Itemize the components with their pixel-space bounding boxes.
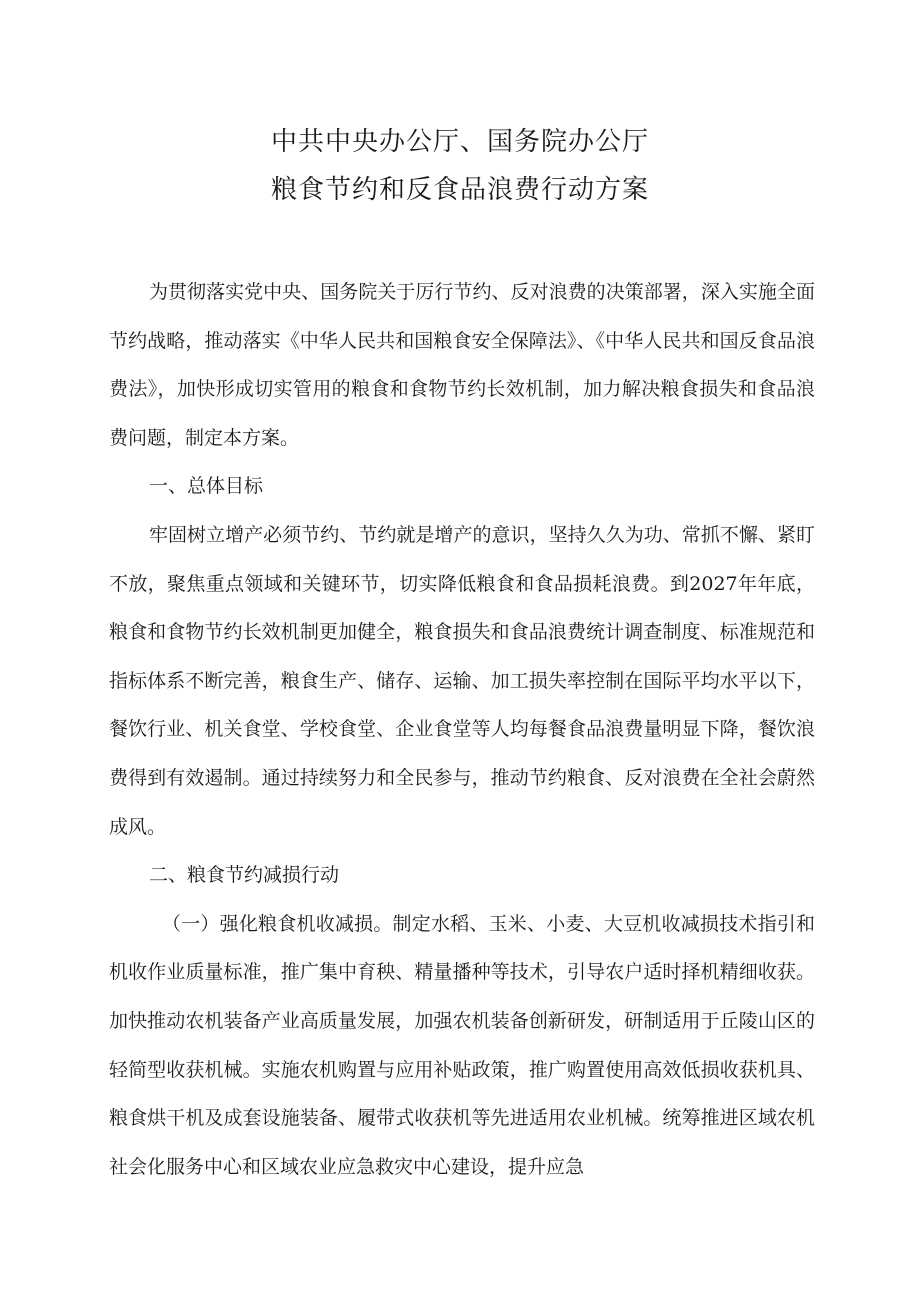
section-2-item-1-paragraph: （一）强化粮食机收减损。制定水稻、玉米、小麦、大豆机收减损技术指引和机收作业质量标准，推广集中育秧、精量播种等技术，引导农户适时择机精细收获。加快推动农机装备产业高质量发展，加强农机装备创新研发，研制适用于丘陵山区的轻简型收获机械。实施农机购置与应用补贴政策，推广购置使用高效低损收获机具、粮食烘干机及成套设施装备、履带式收获机等先进适用农业机械。统筹推进区域农机社会化服务中心和区域农业应急救灾中心建设，提升应急 [109,912,815,1178]
intro-paragraph: 为贯彻落实党中央、国务院关于厉行节约、反对浪费的决策部署，深入实施全面节约战略，推动落实《中华人民共和国粮食安全保障法》、《中华人民共和国反食品浪费法》，加快形成切实管用的粮食和食物节约长效机制，加力解决粮食损失和食品浪费问题，制定本方案。 [109,281,815,449]
section-1-heading: 一、总体目标 [149,475,264,498]
section-1-paragraph: 牢固树立增产必须节约、节约就是增产的意识，坚持久久为功、常抓不懈、紧盯不放，聚焦重点领域和关键环节，切实降低粮食和食品损耗浪费。到2027年年底，粮食和食物节约长效机制更加健全，粮食损失和食品浪费统计调查制度、标准规范和指标体系不断完善，粮食生产、储存、运输、加工损失率控制在国际平均水平以下，餐饮行业、机关食堂、学校食堂、企业食堂等人均每餐食品浪费量明显下降，餐饮浪费得到有效遏制。通过持续努力和全民参与，推动节约粮食、反对浪费在全社会蔚然成风。 [109,523,815,838]
document-title-line-1: 中共中央办公厅、国务院办公厅 [270,127,649,157]
document-body [109,268,815,1191]
section-2-heading: 二、粮食节约减损行动 [149,864,340,887]
document-title-line-2: 粮食节约和反食品浪费行动方案 [270,175,649,205]
